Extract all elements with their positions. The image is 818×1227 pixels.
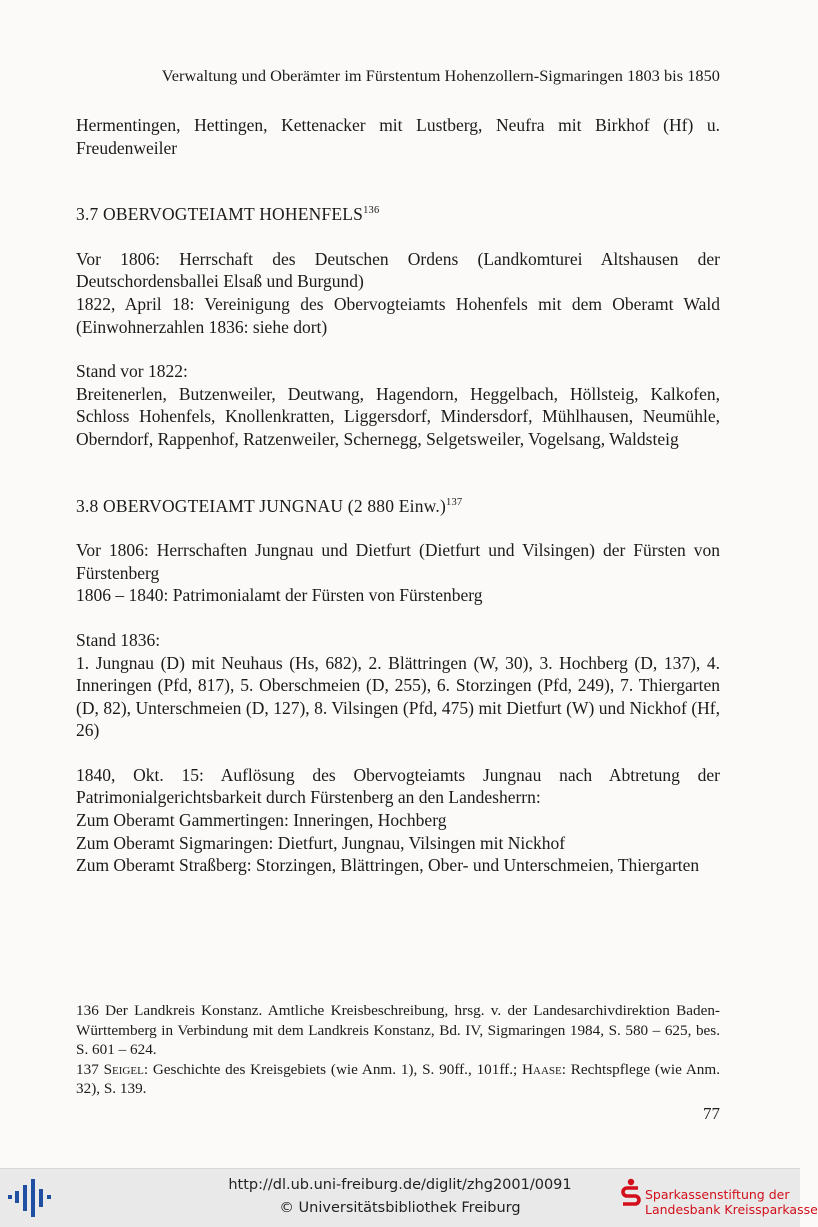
section-heading-3-7 (76, 203, 720, 226)
heading-text: 3.8 OBERVOGTEIAMT JUNGNAU (2 880 Einw.) (76, 495, 446, 516)
footnote-ref-136[interactable]: 136 (363, 205, 380, 217)
assignment-line: Zum Oberamt Sigmaringen: Dietfurt, Jungnau, Vilsingen mit Nickhof (76, 832, 566, 853)
sponsor-line: Sparkassenstiftung der (645, 1187, 790, 1202)
author-name: Seigel (103, 1060, 144, 1078)
section-heading-3-8 (76, 495, 720, 518)
place-list: Breitenerlen, Butzenweiler, Deutwang, Hagendorn, Heggelbach, Höllsteig, Kalkofen, Schloss Hohenfels, Knollenkratten, Liggersdorf, Mindersdorf, Mühlhausen, Neumühle, Oberndorf, Rappenhof, Ratzenweiler, Schernegg, Selgetsweiler, Vogelsang, Waldsteig (76, 383, 720, 449)
footer-bar (0, 1168, 818, 1227)
library-logo-icon (6, 1177, 56, 1219)
history-paragraph: 1806 – 1840: Patrimonialamt der Fürsten von Fürstenberg (76, 585, 483, 606)
history-paragraph: Vor 1806: Herrschaften Jungnau und Dietfurt (Dietfurt und Vilsingen) der Fürsten von Fürstenberg (76, 540, 720, 583)
assignment-line: Zum Oberamt Straßberg: Storzingen, Blättringen, Ober- und Unterschmeien, Thiergarten (76, 855, 700, 876)
intro-paragraph: Hermentingen, Hettingen, Kettenacker mit Lustberg, Neufra mit Birkhof (Hf) u. Freudenweiler (76, 115, 720, 158)
footer-url-link[interactable]: http://dl.ub.uni-freiburg.de/diglit/zhg2001/0091 (228, 1177, 572, 1193)
footnote-136: 136 Der Landkreis Konstanz. Amtliche Kreisbeschreibung, hrsg. v. der Landesarchivdirektion Baden-Württemberg in Verbindung mit dem Landkreis Konstanz, Bd. IV, Sigmaringen 1984, S. 580 – 625, bes. S. 601 – 624. (76, 1002, 720, 1059)
footnotes (76, 1001, 720, 1099)
footnote-text: : Rechtspflege (wie Anm. 32), S. 139. (76, 1060, 721, 1098)
dissolution-paragraph: 1840, Okt. 15: Auflösung des Obervogteiamts Jungnau nach Abtretung der Patrimonialgerichtsbarkeit durch Fürstenberg an den Landesherrn: (76, 764, 720, 808)
author-name: Haase (522, 1060, 562, 1078)
footer-copyright: © Universitätsbibliothek Freiburg (279, 1200, 521, 1216)
sparkasse-logo-icon (620, 1178, 642, 1208)
stand-label: Stand vor 1822: (76, 361, 188, 382)
history-paragraph: 1822, April 18: Vereinigung des Obervogteiamts Hohenfels mit dem Oberamt Wald (Einwohnerzahlen 1836: siehe dort) (76, 293, 720, 337)
page-number: 77 (703, 1104, 720, 1123)
heading-text: 3.7 OBERVOGTEIAMT HOHENFELS (76, 204, 364, 225)
footnote-number: 137 (76, 1060, 99, 1078)
place-list: 1. Jungnau (D) mit Neuhaus (Hs, 682), 2. Blättringen (W, 30), 3. Hochberg (D, 137), 4. Inneringen (Pfd, 817), 5. Oberschmeien (D, 255), 6. Storzingen (Pfd, 249), 7. Thiergarten (D, 82), Unterschmeien (D, 127), 8. Vilsingen (Pfd, 475) mit Dietfurt (W) und Nickhof (Hf, 26) (76, 652, 720, 741)
footnote-137 (76, 1060, 720, 1099)
sponsor-text (645, 1188, 818, 1217)
stand-label: Stand 1836: (76, 629, 161, 650)
assignment-line: Zum Oberamt Gammertingen: Inneringen, Hochberg (76, 810, 447, 831)
sponsor-line: Landesbank Kreissparkasse (645, 1201, 818, 1217)
history-paragraph: Vor 1806: Herrschaft des Deutschen Ordens (Landkomturei Altshausen der Deutschordensballei Elsaß und Burgund) (76, 248, 720, 292)
footnote-text: : Geschichte des Kreisgebiets (wie Anm. 1), S. 90ff., 101ff.; (143, 1060, 518, 1078)
footnote-ref-137[interactable]: 137 (446, 496, 463, 508)
body-text (76, 114, 720, 877)
running-header: Verwaltung und Oberämter im Fürstentum Hohenzollern-Sigmaringen 1803 bis 1850 (161, 66, 720, 85)
